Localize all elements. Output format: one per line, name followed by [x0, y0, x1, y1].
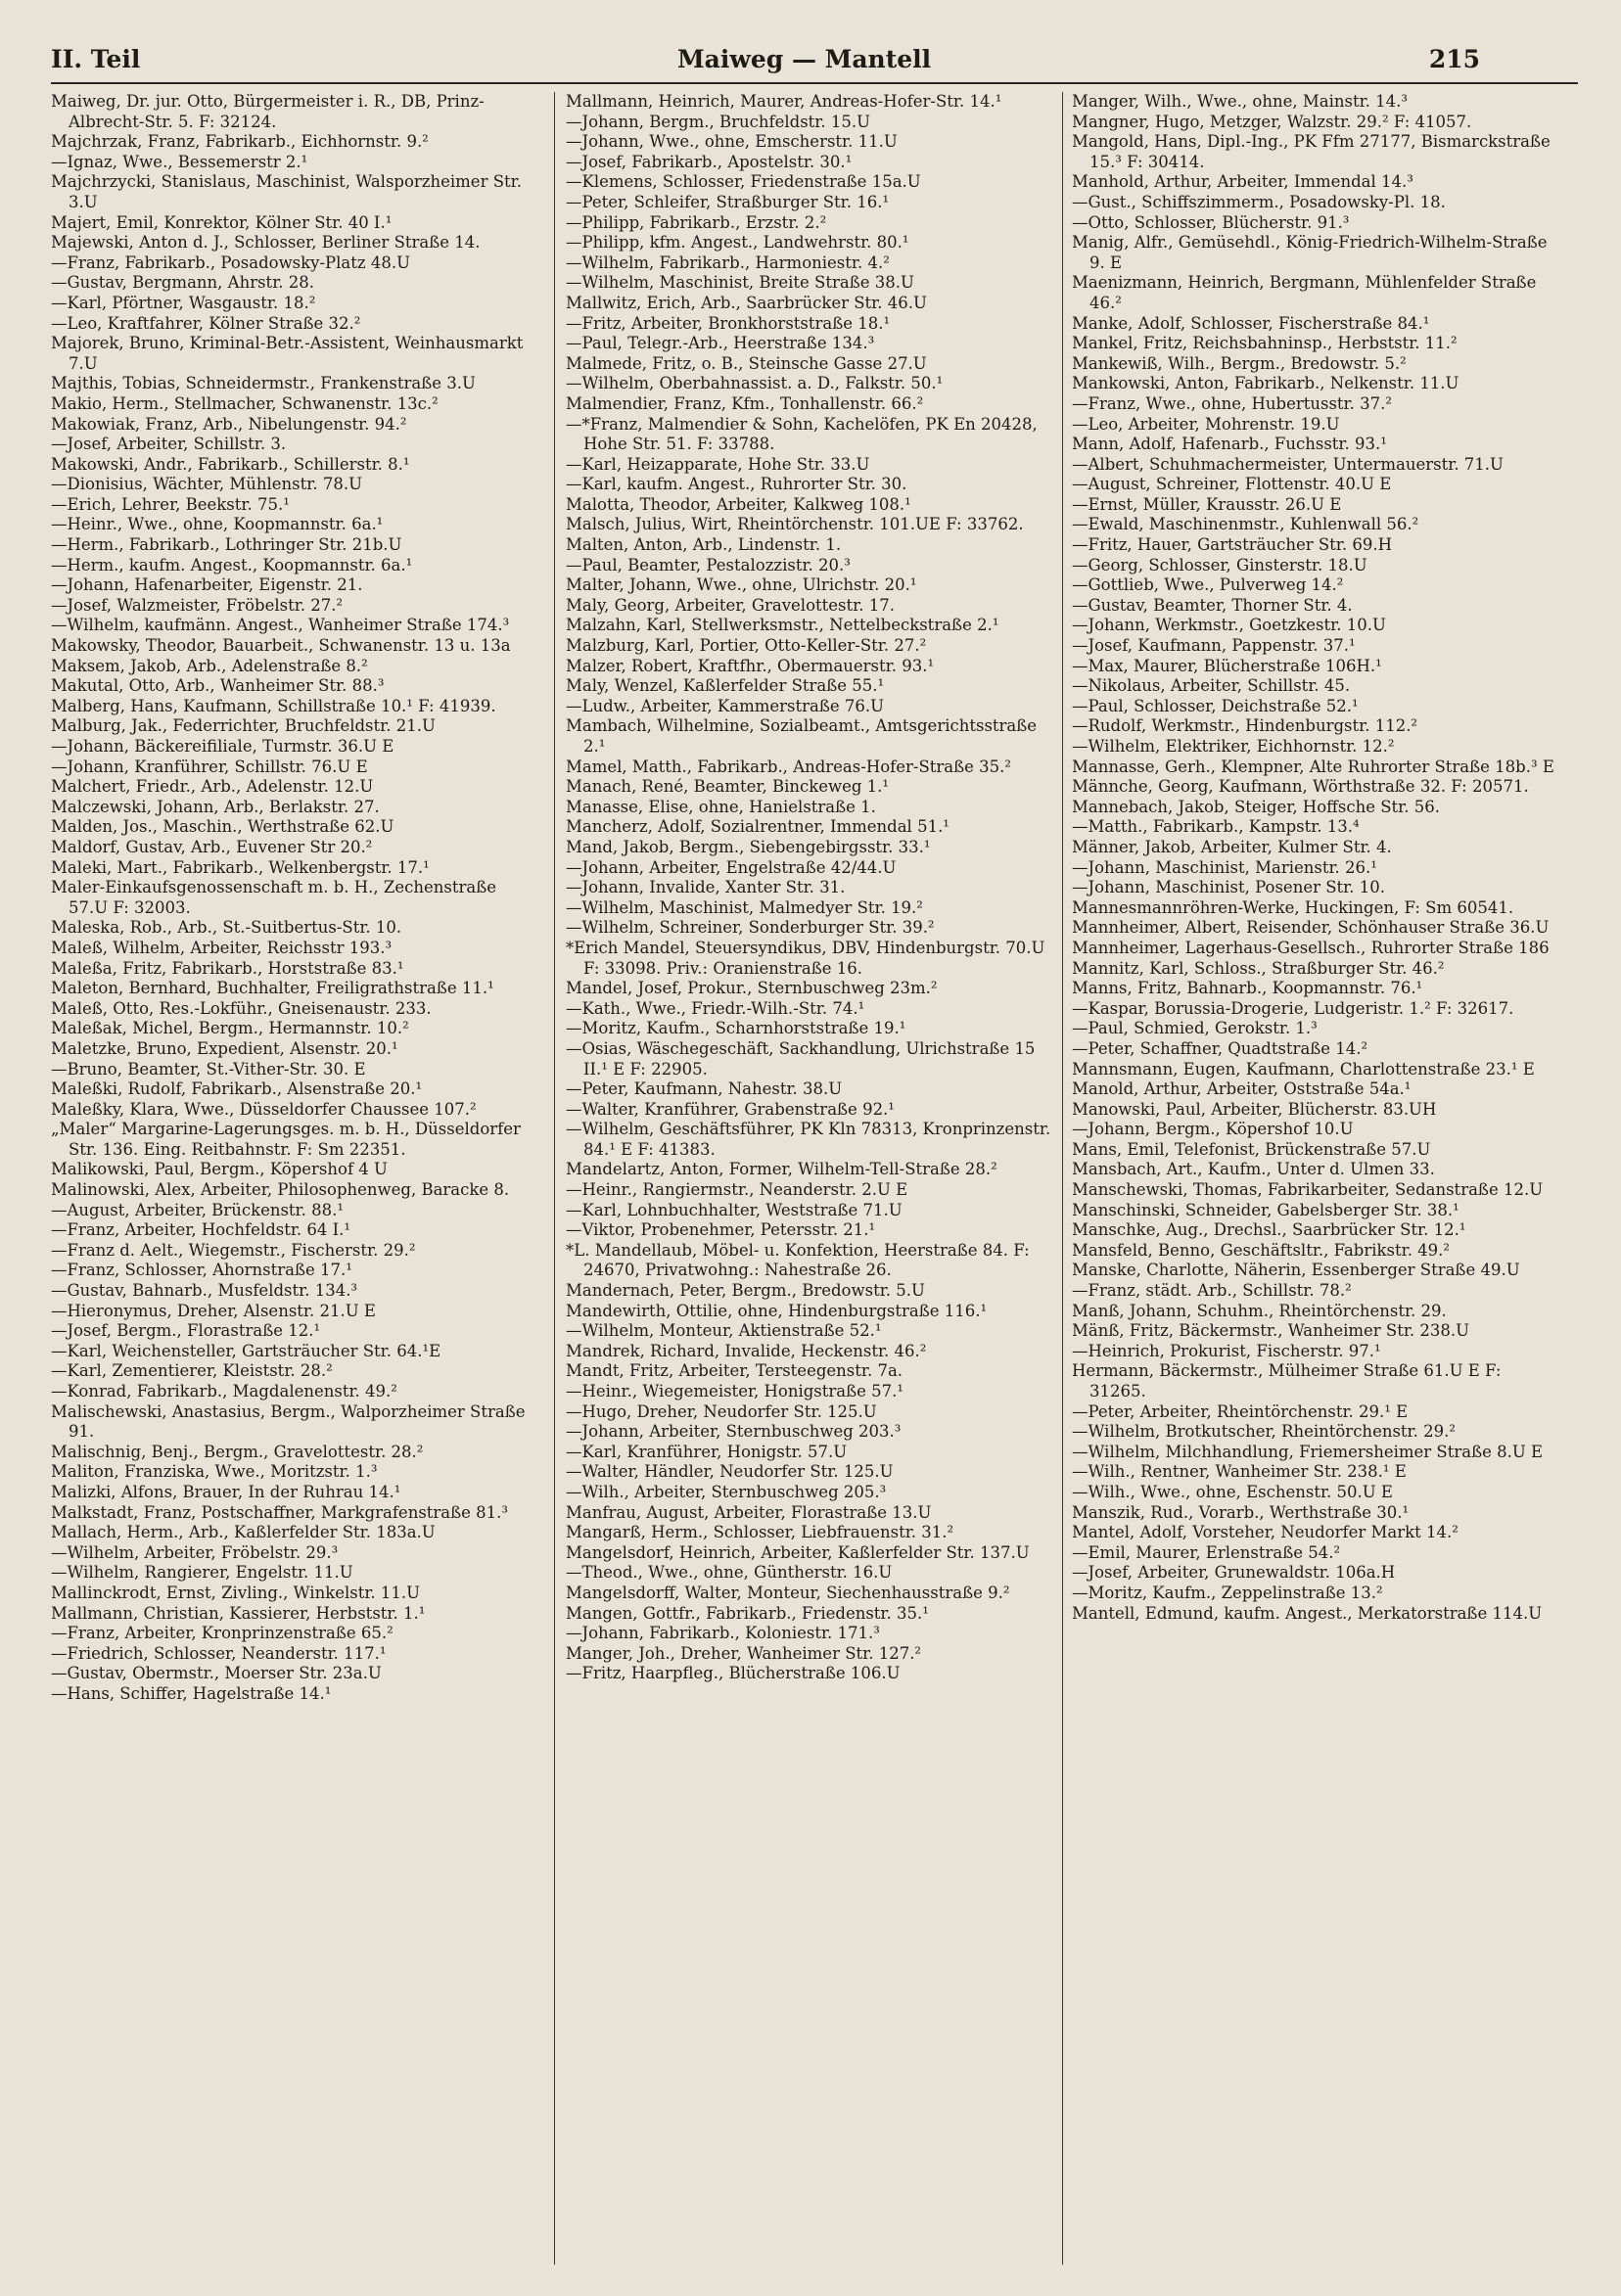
page-number: 215	[1428, 45, 1480, 73]
directory-entry: Maliton, Franziska, Wwe., Moritzstr. 1.³	[51, 1462, 378, 1482]
directory-entry: Manger, Wilh., Wwe., ohne, Mainstr. 14.³	[1072, 92, 1409, 111]
directory-entry: Mandel, Josef, Prokur., Sternbuschweg 23m.²	[566, 979, 938, 998]
directory-entry: Malmede, Fritz, o. B., Steinsche Gasse 27.U	[566, 353, 927, 373]
directory-entry: —Josef, Bergm., Florastraße 12.¹	[51, 1321, 321, 1341]
directory-entry: —Gustav, Obermstr., Moerser Str. 23a.U	[51, 1664, 382, 1683]
directory-entry: Mangner, Hugo, Metzger, Walzstr. 29.² F: 41057.	[1072, 112, 1472, 131]
directory-entry: —Franz, Fabrikarb., Posadowsky-Platz 48.U	[51, 253, 410, 272]
directory-entry: —Dionisius, Wächter, Mühlenstr. 78.U	[51, 475, 362, 494]
directory-entry: —Paul, Schmied, Gerokstr. 1.³	[1072, 1019, 1318, 1038]
directory-entry: Mansfeld, Benno, Geschäftsltr., Fabrikstr. 49.²	[1072, 1240, 1451, 1260]
directory-entry: —Otto, Schlosser, Blücherstr. 91.³	[1072, 212, 1350, 232]
directory-entry: Mankowski, Anton, Fabrikarb., Nelkenstr. 11.U	[1072, 374, 1459, 393]
directory-entry: —Heinr., Wwe., ohne, Koopmannstr. 6a.¹	[51, 515, 384, 534]
directory-entry: Maenizmann, Heinrich, Bergmann, Mühlenfelder Straße 46.²	[1072, 273, 1537, 312]
directory-entry: Manig, Alfr., Gemüsehdl., König-Friedrich-Wilhelm-Straße 9. E	[1072, 233, 1548, 272]
directory-entry: Makio, Herm., Stellmacher, Schwanenstr. 13c.²	[51, 393, 439, 413]
directory-entry: Manowski, Paul, Arbeiter, Blücherstr. 83.UH	[1072, 1099, 1437, 1119]
directory-entry: „Maler“ Margarine-Lagerungsges. m. b. H., Düsseldorfer Str. 136. Eing. Reitbahnstr. F: Sm 22351.	[51, 1120, 521, 1159]
directory-entry: Mamel, Matth., Fabrikarb., Andreas-Hofer-Straße 35.²	[566, 757, 1012, 776]
directory-entry: —Fritz, Hauer, Gartsträucher Str. 69.H	[1072, 535, 1392, 555]
directory-entry: —Philipp, kfm. Angest., Landwehrstr. 80.¹	[566, 233, 909, 253]
directory-entry: —Johann, Bergm., Köpershof 10.U	[1072, 1120, 1354, 1139]
directory-entry: —*Franz, Malmendier & Sohn, Kachelöfen, PK En 20428, Hohe Str. 51. F: 33788.	[566, 414, 1038, 454]
directory-entry: Malischewski, Anastasius, Bergm., Walporzheimer Straße 91.	[51, 1401, 526, 1442]
directory-entry: Mannheimer, Lagerhaus-Gesellsch., Ruhrorter Straße 186	[1072, 938, 1550, 957]
directory-entry: Mangelsdorff, Walter, Monteur, Siechenhausstraße 9.²	[566, 1583, 1010, 1602]
directory-entry: Mannsmann, Eugen, Kaufmann, Charlottenstraße 23.¹ E	[1072, 1059, 1535, 1079]
directory-entry: Maleßak, Michel, Bergm., Hermannstr. 10.²	[51, 1019, 409, 1038]
directory-entry: Malkstadt, Franz, Postschaffner, Markgrafenstraße 81.³	[51, 1502, 509, 1522]
directory-entry: —Heinr., Wiegemeister, Honigstraße 57.¹	[566, 1382, 904, 1401]
directory-entry: —Walter, Händler, Neudorfer Str. 125.U	[566, 1462, 894, 1482]
directory-entry: —Moritz, Kaufm., Scharnhorststraße 19.¹	[566, 1019, 906, 1038]
directory-entry: —Franz, Schlosser, Ahornstraße 17.¹	[51, 1261, 352, 1280]
directory-entry: Maldorf, Gustav, Arb., Euvener Str 20.²	[51, 837, 373, 856]
directory-entry: Malmendier, Franz, Kfm., Tonhallenstr. 66.²	[566, 393, 924, 413]
directory-entry: —August, Arbeiter, Brückenstr. 88.¹	[51, 1200, 344, 1219]
directory-entry: Männer, Jakob, Arbeiter, Kulmer Str. 4.	[1072, 837, 1392, 856]
directory-entry: —Gottlieb, Wwe., Pulverweg 14.²	[1072, 575, 1344, 595]
directory-entry: —Gustav, Beamter, Thorner Str. 4.	[1072, 595, 1353, 615]
directory-entry: Mandrek, Richard, Invalide, Heckenstr. 46.²	[566, 1341, 927, 1360]
directory-entry: —Heinrich, Prokurist, Fischerstr. 97.¹	[1072, 1341, 1381, 1360]
directory-entry: —Emil, Maurer, Erlenstraße 54.²	[1072, 1542, 1341, 1562]
directory-entry: —Johann, Fabrikarb., Koloniestr. 171.³	[566, 1624, 880, 1643]
directory-entry: Mantell, Edmund, kaufm. Angest., Merkatorstraße 114.U	[1072, 1603, 1543, 1623]
directory-entry: Mannheimer, Albert, Reisender, Schönhauser Straße 36.U	[1072, 918, 1550, 938]
directory-entry: —Peter, Schaffner, Quadtstraße 14.²	[1072, 1038, 1368, 1058]
directory-entry: Mandelartz, Anton, Former, Wilhelm-Tell-Straße 28.²	[566, 1160, 997, 1179]
directory-entry: —Albert, Schuhmachermeister, Untermauerstr. 71.U	[1072, 454, 1504, 474]
directory-entry: Malinowski, Alex, Arbeiter, Philosophenweg, Baracke 8.	[51, 1180, 510, 1200]
directory-entry: Malzburg, Karl, Portier, Otto-Keller-Str. 27.²	[566, 636, 927, 656]
directory-entry: Mantel, Adolf, Vorsteher, Neudorfer Markt 14.²	[1072, 1523, 1459, 1542]
directory-entry: Mambach, Wilhelmine, Sozialbeamt., Amtsgerichtsstraße 2.¹	[566, 716, 1038, 756]
directory-entry: —Georg, Schlosser, Ginsterstr. 18.U	[1072, 555, 1367, 574]
directory-entry: Manske, Charlotte, Näherin, Essenberger Straße 49.U	[1072, 1261, 1520, 1280]
directory-entry: —Heinr., Rangiermstr., Neanderstr. 2.U E	[566, 1180, 908, 1200]
directory-entry: Mannasse, Gerh., Klempner, Alte Ruhrorter Straße 18b.³ E	[1072, 757, 1554, 776]
directory-entry: —Karl, kaufm. Angest., Ruhrorter Str. 30.	[566, 475, 907, 494]
directory-entry: —Wilhelm, Arbeiter, Fröbelstr. 29.³	[51, 1542, 339, 1562]
directory-entry: —Theod., Wwe., ohne, Güntherstr. 16.U	[566, 1563, 893, 1583]
directory-entry: Majewski, Anton d. J., Schlosser, Berliner Straße 14.	[51, 233, 481, 253]
directory-entry: —Kath., Wwe., Friedr.-Wilh.-Str. 74.¹	[566, 998, 865, 1018]
directory-entry: —Wilhelm, Fabrikarb., Harmoniestr. 4.²	[566, 253, 890, 272]
directory-entry: Maiweg, Dr. jur. Otto, Bürgermeister i. R., DB, Prinz-Albrecht-Str. 5. F: 32124.	[51, 92, 485, 131]
directory-entry: Maleß, Wilhelm, Arbeiter, Reichsstr 193.³	[51, 938, 393, 957]
directory-entry: —Wilhelm, Oberbahnassist. a. D., Falkstr. 50.¹	[566, 374, 944, 393]
directory-entry: Malter, Johann, Wwe., ohne, Ulrichstr. 20.¹	[566, 575, 917, 595]
directory-entry: Maleska, Rob., Arb., St.-Suitbertus-Str. 10.	[51, 918, 402, 938]
directory-entry: Manschinski, Schneider, Gabelsberger Str. 38.¹	[1072, 1200, 1459, 1219]
directory-entry: —Wilh., Rentner, Wanheimer Str. 238.¹ E	[1072, 1462, 1407, 1482]
directory-entry: —Peter, Schleifer, Straßburger Str. 16.¹	[566, 192, 890, 211]
directory-entry: Mangen, Gottfr., Fabrikarb., Friedenstr. 35.¹	[566, 1603, 929, 1623]
directory-entry: —Hans, Schiffer, Hagelstraße 14.¹	[51, 1683, 332, 1703]
directory-entry: —Ernst, Müller, Krausstr. 26.U E	[1072, 494, 1342, 514]
directory-entry: —Josef, Fabrikarb., Apostelstr. 30.¹	[566, 152, 853, 171]
directory-entry: *Erich Mandel, Steuersyndikus, DBV, Hindenburgstr. 70.U F: 33098. Priv.: Oranienstraße 16.	[566, 938, 1045, 978]
directory-entry: —Peter, Kaufmann, Nahestr. 38.U	[566, 1079, 843, 1099]
directory-entry: —Leo, Arbeiter, Mohrenstr. 19.U	[1072, 414, 1340, 434]
directory-entry: —Gustav, Bergmann, Ahrstr. 28.	[51, 273, 314, 293]
directory-entry: —Osias, Wäschegeschäft, Sackhandlung, Ulrichstraße 15 II.¹ E F: 22905.	[566, 1038, 1036, 1079]
directory-entry: Mandt, Fritz, Arbeiter, Tersteegenstr. 7a.	[566, 1361, 903, 1381]
directory-entry: —Paul, Telegr.-Arb., Heerstraße 134.³	[566, 334, 875, 353]
directory-entry: Männche, Georg, Kaufmann, Wörthstraße 32. F: 20571.	[1072, 777, 1529, 797]
directory-entry: Mallmann, Christian, Kassierer, Herbststr. 1.¹	[51, 1603, 426, 1623]
directory-entry: —Fritz, Haarpfleg., Blücherstraße 106.U	[566, 1664, 901, 1683]
directory-entry: Maleton, Bernhard, Buchhalter, Freiligrathstraße 11.¹	[51, 979, 494, 998]
directory-entry: —Herm., kaufm. Angest., Koopmannstr. 6a.¹	[51, 555, 413, 574]
directory-entry: Malizki, Alfons, Brauer, In der Ruhrau 14.¹	[51, 1482, 401, 1501]
directory-entry: —Peter, Arbeiter, Rheintörchenstr. 29.¹ E	[1072, 1401, 1409, 1421]
directory-entry: Mangarß, Herm., Schlosser, Liebfrauenstr. 31.²	[566, 1523, 954, 1542]
directory-entry: Mänß, Fritz, Bäckermstr., Wanheimer Str. 238.U	[1072, 1321, 1470, 1341]
directory-entry: Manfrau, August, Arbeiter, Florastraße 13.U	[566, 1502, 932, 1522]
header-rule	[51, 82, 1578, 84]
header-range: Maiweg — Mantell	[677, 45, 932, 73]
directory-entry: —Wilhelm, Rangierer, Engelstr. 11.U	[51, 1563, 353, 1583]
directory-entry: —Karl, Kranführer, Honigstr. 57.U	[566, 1442, 848, 1461]
directory-entry: Mansbach, Art., Kaufm., Unter d. Ulmen 33.	[1072, 1160, 1435, 1179]
directory-entry: —Wilhelm, Maschinist, Malmedyer Str. 19.²	[566, 897, 923, 917]
directory-entry: Mangelsdorf, Heinrich, Arbeiter, Kaßlerfelder Str. 137.U	[566, 1542, 1030, 1562]
directory-entry: —Josef, Arbeiter, Schillstr. 3.	[51, 435, 287, 454]
directory-entry: —Josef, Kaufmann, Pappenstr. 37.¹	[1072, 636, 1356, 656]
directory-entry: Maly, Wenzel, Kaßlerfelder Straße 55.¹	[566, 676, 885, 696]
directory-entry: —Wilhelm, Maschinist, Breite Straße 38.U	[566, 273, 914, 293]
column-divider	[1062, 92, 1063, 2265]
directory-entry: —Moritz, Kaufm., Zeppelinstraße 13.²	[1072, 1583, 1383, 1602]
directory-entry: Malchert, Friedr., Arb., Adelenstr. 12.U	[51, 777, 374, 797]
directory-entry: —Rudolf, Werkmstr., Hindenburgstr. 112.²	[1072, 716, 1418, 736]
directory-entry: —Viktor, Probenehmer, Petersstr. 21.¹	[566, 1220, 876, 1240]
directory-entry: —Hugo, Dreher, Neudorfer Str. 125.U	[566, 1401, 877, 1421]
directory-entry: —Josef, Walzmeister, Fröbelstr. 27.²	[51, 595, 344, 615]
directory-entry: —Wilhelm, Monteur, Aktienstraße 52.¹	[566, 1321, 882, 1341]
directory-entry: Makowsky, Theodor, Bauarbeit., Schwanenstr. 13 u. 13a	[51, 636, 511, 656]
header-section: II. Teil	[51, 45, 141, 73]
directory-entry: —Wilhelm, Brotkutscher, Rheintörchenstr. 29.²	[1072, 1422, 1456, 1442]
column-1	[51, 92, 540, 2265]
directory-entry: Mand, Jakob, Bergm., Siebengebirgsstr. 33.¹	[566, 837, 931, 856]
directory-entry: —Johann, Wwe., ohne, Emscherstr. 11.U	[566, 132, 898, 152]
directory-entry: Mannesmannröhren-Werke, Huckingen, F: Sm 60541.	[1072, 897, 1514, 917]
directory-entry: Mandewirth, Ottilie, ohne, Hindenburgstraße 116.¹	[566, 1301, 988, 1320]
directory-entry: Malischnig, Benj., Bergm., Gravelottestr. 28.²	[51, 1442, 424, 1461]
directory-entry: Manasse, Elise, ohne, Hanielstraße 1.	[566, 797, 876, 816]
directory-entry: —Franz d. Aelt., Wiegemstr., Fischerstr. 29.²	[51, 1240, 416, 1260]
directory-entry: —Johann, Maschinist, Posener Str. 10.	[1072, 878, 1385, 897]
directory-entry: Mankel, Fritz, Reichsbahninsp., Herbststr. 11.²	[1072, 334, 1458, 353]
directory-entry: —Wilh., Wwe., ohne, Eschenstr. 50.U E	[1072, 1482, 1393, 1501]
directory-entry: —Johann, Werkmstr., Goetzkestr. 10.U	[1072, 616, 1386, 635]
directory-entry: —Ewald, Maschinenmstr., Kuhlenwall 56.²	[1072, 515, 1419, 534]
directory-entry: Malczewski, Johann, Arb., Berlakstr. 27.	[51, 797, 380, 816]
directory-entry: —Karl, Zementierer, Kleiststr. 28.²	[51, 1361, 333, 1381]
directory-entry: —Johann, Invalide, Xanter Str. 31.	[566, 878, 846, 897]
directory-entry: —Johann, Hafenarbeiter, Eigenstr. 21.	[51, 575, 363, 595]
column-3	[1072, 92, 1561, 2265]
directory-entry: —Franz, Arbeiter, Hochfeldstr. 64 I.¹	[51, 1220, 351, 1240]
directory-entry: —Nikolaus, Arbeiter, Schillstr. 45.	[1072, 676, 1351, 696]
column-2	[566, 92, 1055, 2265]
directory-entry: —Konrad, Fabrikarb., Magdalenenstr. 49.²	[51, 1382, 397, 1401]
directory-entry: Manszik, Rud., Vorarb., Werthstraße 30.¹	[1072, 1502, 1410, 1522]
directory-entry: —Johann, Maschinist, Marienstr. 26.¹	[1072, 857, 1377, 877]
directory-entry: Manschewski, Thomas, Fabrikarbeiter, Sedanstraße 12.U	[1072, 1180, 1544, 1200]
directory-entry: —Franz, Wwe., ohne, Hubertusstr. 37.²	[1072, 393, 1392, 413]
directory-entry: Malden, Jos., Maschin., Werthstraße 62.U	[51, 817, 394, 837]
directory-entry: Malsch, Julius, Wirt, Rheintörchenstr. 101.UE F: 33762.	[566, 515, 1024, 534]
directory-entry: —Josef, Arbeiter, Grunewaldstr. 106a.H	[1072, 1563, 1396, 1583]
directory-entry: Maleki, Mart., Fabrikarb., Welkenbergstr. 17.¹	[51, 857, 430, 877]
directory-entry: Mans, Emil, Telefonist, Brückenstraße 57.U	[1072, 1139, 1431, 1159]
directory-entry: Makowiak, Franz, Arb., Nibelungenstr. 94.²	[51, 414, 407, 434]
directory-entry: —Max, Maurer, Blücherstraße 106H.¹	[1072, 656, 1382, 675]
directory-entry: Makowski, Andr., Fabrikarb., Schillerstr. 8.¹	[51, 454, 410, 474]
directory-entry: —Johann, Bergm., Bruchfeldstr. 15.U	[566, 112, 871, 131]
directory-entry: Mangold, Hans, Dipl.-Ing., PK Ffm 27177, Bismarckstraße 15.³ F: 30414.	[1072, 132, 1551, 171]
directory-entry: —Johann, Kranführer, Schillstr. 76.U E	[51, 757, 368, 776]
directory-entry: Majert, Emil, Konrektor, Kölner Str. 40 I.¹	[51, 212, 393, 232]
directory-entry: —Karl, Lohnbuchhalter, Weststraße 71.U	[566, 1200, 903, 1219]
directory-entry: —Johann, Bäckereifiliale, Turmstr. 36.U E	[51, 737, 394, 756]
directory-entry: Mannitz, Karl, Schloss., Straßburger Str. 46.²	[1072, 958, 1445, 978]
directory-entry: Maleßky, Klara, Wwe., Düsseldorfer Chaussee 107.²	[51, 1099, 477, 1119]
directory-entry: Maleßki, Rudolf, Fabrikarb., Alsenstraße 20.¹	[51, 1079, 423, 1099]
directory-entry: —Bruno, Beamter, St.-Vither-Str. 30. E	[51, 1059, 366, 1079]
directory-entry: Mallmann, Heinrich, Maurer, Andreas-Hofer-Str. 14.¹	[566, 92, 1002, 111]
directory-entry: —Wilhelm, Schreiner, Sonderburger Str. 39.²	[566, 918, 935, 938]
directory-entry: Manß, Johann, Schuhm., Rheintörchenstr. 29.	[1072, 1301, 1447, 1320]
directory-entry: —Philipp, Fabrikarb., Erzstr. 2.²	[566, 212, 827, 232]
directory-entry: —Karl, Heizapparate, Hohe Str. 33.U	[566, 454, 870, 474]
directory-entry: Manschke, Aug., Drechsl., Saarbrücker Str. 12.¹	[1072, 1220, 1466, 1240]
directory-entry: Malikowski, Paul, Bergm., Köpershof 4 U	[51, 1160, 388, 1179]
directory-entry: —Paul, Beamter, Pestalozzistr. 20.³	[566, 555, 851, 574]
directory-entry: —Wilhelm, Milchhandlung, Friemersheimer Straße 8.U E	[1072, 1442, 1544, 1461]
directory-entry: Mallwitz, Erich, Arb., Saarbrücker Str. 46.U	[566, 293, 927, 312]
directory-entry: —Franz, städt. Arb., Schillstr. 78.²	[1072, 1281, 1352, 1301]
directory-entry: Manold, Arthur, Arbeiter, Oststraße 54a.¹	[1072, 1079, 1412, 1099]
directory-entry: Malberg, Hans, Kaufmann, Schillstraße 10.¹ F: 41939.	[51, 696, 496, 715]
directory-entry: Malotta, Theodor, Arbeiter, Kalkweg 108.¹	[566, 494, 911, 514]
column-divider	[554, 92, 555, 2265]
directory-entry: —Ignaz, Wwe., Bessemerstr 2.¹	[51, 152, 308, 171]
directory-entry: Mallinckrodt, Ernst, Zivling., Winkelstr. 11.U	[51, 1583, 421, 1602]
directory-entry: Majorek, Bruno, Kriminal-Betr.-Assistent, Weinhausmarkt 7.U	[51, 334, 524, 373]
directory-entry: Hermann, Bäckermstr., Mülheimer Straße 61.U E F: 31265.	[1072, 1361, 1502, 1401]
directory-entry: Malzer, Robert, Kraftfhr., Obermauerstr. 93.¹	[566, 656, 935, 675]
directory-entry: —Karl, Weichensteller, Gartsträucher Str. 64.¹E	[51, 1341, 441, 1360]
directory-entry: —Matth., Fabrikarb., Kampstr. 13.⁴	[1072, 817, 1360, 837]
page-header	[51, 37, 1480, 76]
directory-entry: Maly, Georg, Arbeiter, Gravelottestr. 17.	[566, 595, 895, 615]
directory-entry: Malten, Anton, Arb., Lindenstr. 1.	[566, 535, 842, 555]
directory-entry: Maleß, Otto, Res.-Lokführ., Gneisenaustr. 233.	[51, 998, 432, 1018]
directory-entry: Maletzke, Bruno, Expedient, Alsenstr. 20.¹	[51, 1038, 398, 1058]
directory-entry: —Wilhelm, Elektriker, Eichhornstr. 12.²	[1072, 737, 1395, 756]
directory-entry: —Kaspar, Borussia-Drogerie, Ludgeristr. 1.² F: 32617.	[1072, 998, 1514, 1018]
directory-entry: Mankewiß, Wilh., Bergm., Bredowstr. 5.²	[1072, 353, 1407, 373]
directory-entry: Malzahn, Karl, Stellwerksmstr., Nettelbeckstraße 2.¹	[566, 616, 999, 635]
directory-entry: —Walter, Kranführer, Grabenstraße 92.¹	[566, 1099, 895, 1119]
directory-entry: —Fritz, Arbeiter, Bronkhorststraße 18.¹	[566, 313, 891, 333]
directory-entry: Maksem, Jakob, Arb., Adelenstraße 8.²	[51, 656, 368, 675]
directory-entry: Majthis, Tobias, Schneidermstr., Frankenstraße 3.U	[51, 374, 476, 393]
directory-entry: Makutal, Otto, Arb., Wanheimer Str. 88.³	[51, 676, 385, 696]
directory-entry: Maleßa, Fritz, Fabrikarb., Horststraße 83.¹	[51, 958, 404, 978]
directory-entry: Mancherz, Adolf, Sozialrentner, Immendal 51.¹	[566, 817, 949, 837]
directory-entry: —Wilhelm, Geschäftsführer, PK Kln 78313, Kronprinzenstr. 84.¹ E F: 41383.	[566, 1120, 1051, 1159]
directory-entry: Manns, Fritz, Bahnarb., Koopmannstr. 76.¹	[1072, 979, 1423, 998]
directory-entry: —Gust., Schiffszimmerm., Posadowsky-Pl. 18.	[1072, 192, 1446, 211]
directory-entry: —Johann, Arbeiter, Sternbuschweg 203.³	[566, 1422, 902, 1442]
directory-entry: Manger, Joh., Dreher, Wanheimer Str. 127.²	[566, 1643, 922, 1663]
directory-entry: Majchrzak, Franz, Fabrikarb., Eichhornstr. 9.²	[51, 132, 429, 152]
directory-entry: Mann, Adolf, Hafenarb., Fuchsstr. 93.¹	[1072, 435, 1387, 454]
directory-entry: —Gustav, Bahnarb., Musfeldstr. 134.³	[51, 1281, 358, 1301]
directory-entry: —Klemens, Schlosser, Friedenstraße 15a.U	[566, 172, 921, 192]
directory-entry: Majchrzycki, Stanislaus, Maschinist, Walsporzheimer Str. 3.U	[51, 172, 522, 211]
directory-entry: Mallach, Herm., Arb., Kaßlerfelder Str. 183a.U	[51, 1523, 436, 1542]
directory-entry: —Erich, Lehrer, Beekstr. 75.¹	[51, 494, 290, 514]
directory-entry: *L. Mandellaub, Möbel- u. Konfektion, Heerstraße 84. F: 24670, Privatwohng.: Nahestraße 26.	[566, 1240, 1030, 1280]
directory-entry: Maler-Einkaufsgenossenschaft m. b. H., Zechenstraße 57.U F: 32003.	[51, 878, 496, 917]
directory-entry: —Paul, Schlosser, Deichstraße 52.¹	[1072, 696, 1359, 715]
directory-entry: Mannebach, Jakob, Steiger, Hoffsche Str. 56.	[1072, 797, 1440, 816]
directory-entry: —Ludw., Arbeiter, Kammerstraße 76.U	[566, 696, 885, 715]
directory-entry: Mandernach, Peter, Bergm., Bredowstr. 5.U	[566, 1281, 925, 1301]
directory-entry: —Karl, Pförtner, Wasgaustr. 18.²	[51, 293, 316, 312]
directory-entry: —Franz, Arbeiter, Kronprinzenstraße 65.²	[51, 1624, 394, 1643]
directory-entry: —Friedrich, Schlosser, Neanderstr. 117.¹	[51, 1643, 387, 1663]
directory-entry: —August, Schreiner, Flottenstr. 40.U E	[1072, 475, 1392, 494]
directory-entry: —Hieronymus, Dreher, Alsenstr. 21.U E	[51, 1301, 376, 1320]
directory-entry: Manke, Adolf, Schlosser, Fischerstraße 84.¹	[1072, 313, 1430, 333]
directory-entry: Malburg, Jak., Federrichter, Bruchfeldstr. 21.U	[51, 716, 436, 736]
directory-entry: —Herm., Fabrikarb., Lothringer Str. 21b.U	[51, 535, 402, 555]
directory-entry: —Wilhelm, kaufmänn. Angest., Wanheimer Straße 174.³	[51, 616, 510, 635]
directory-entry: —Wilh., Arbeiter, Sternbuschweg 205.³	[566, 1482, 887, 1501]
directory-entry: Manach, René, Beamter, Binckeweg 1.¹	[566, 777, 890, 797]
directory-entry: —Johann, Arbeiter, Engelstraße 42/44.U	[566, 857, 897, 877]
directory-entry: —Leo, Kraftfahrer, Kölner Straße 32.²	[51, 313, 361, 333]
directory-entry: Manhold, Arthur, Arbeiter, Immendal 14.³	[1072, 172, 1413, 192]
